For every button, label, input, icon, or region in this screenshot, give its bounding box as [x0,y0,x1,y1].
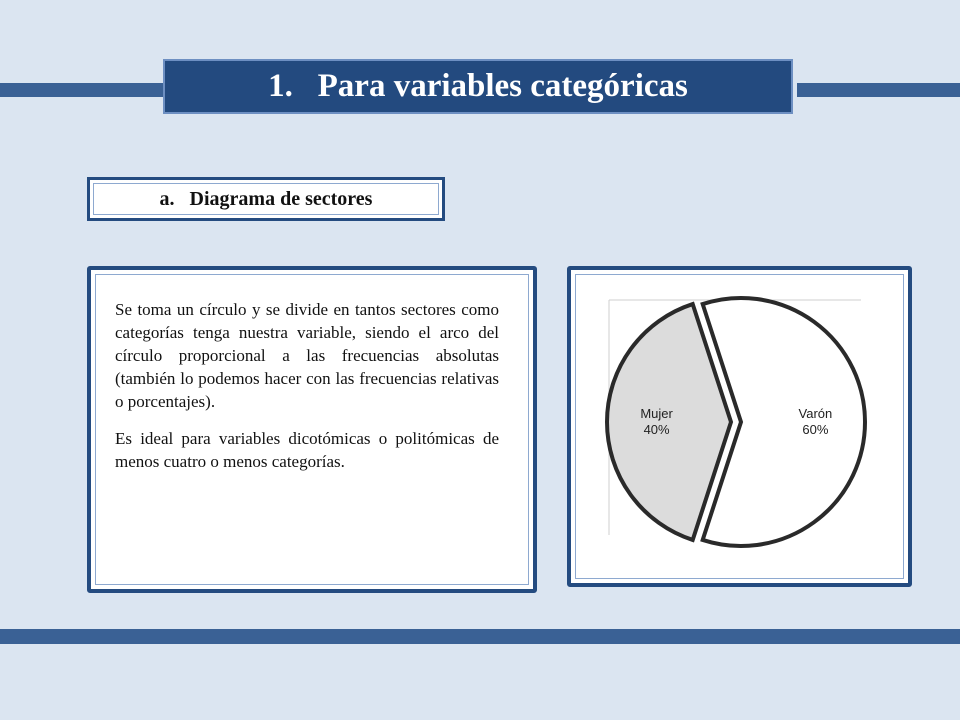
section-subtitle-letter: a. [159,187,175,210]
section-subtitle-text: Diagrama de sectores [189,187,373,210]
description-text [115,298,499,487]
section-subtitle-banner [87,177,445,221]
slide-title-number: 1. [268,68,293,104]
pie-chart-panel [567,266,912,587]
slide-title-banner [163,59,793,114]
pie-label-varón-value: 60% [802,422,829,437]
slide-title-text: Para variables categóricas [317,68,688,104]
pie-label-mujer-value: 40% [643,422,670,437]
pie-label-varón-name: Varón [798,406,833,421]
slide-title [268,68,688,105]
footer-rule [0,629,960,644]
section-subtitle [160,188,373,211]
pie-label-mujer-name: Mujer [640,406,673,421]
description-paragraph-2: Es ideal para variables dicotómicas o politómicas de menos cuatro o menos categorías. [115,429,499,471]
pie-chart [571,270,908,583]
header-rule-right [797,83,960,97]
description-panel [87,266,537,593]
description-paragraph-1: Se toma un círculo y se divide en tantos sectores como categorías tenga nuestra variable, siendo el arco del círculo proporcional a las frecuencias absolutas (también lo podemos hacer con las frecuencias relativas o porcentajes). [115,300,499,411]
header-rule-left [0,83,163,97]
